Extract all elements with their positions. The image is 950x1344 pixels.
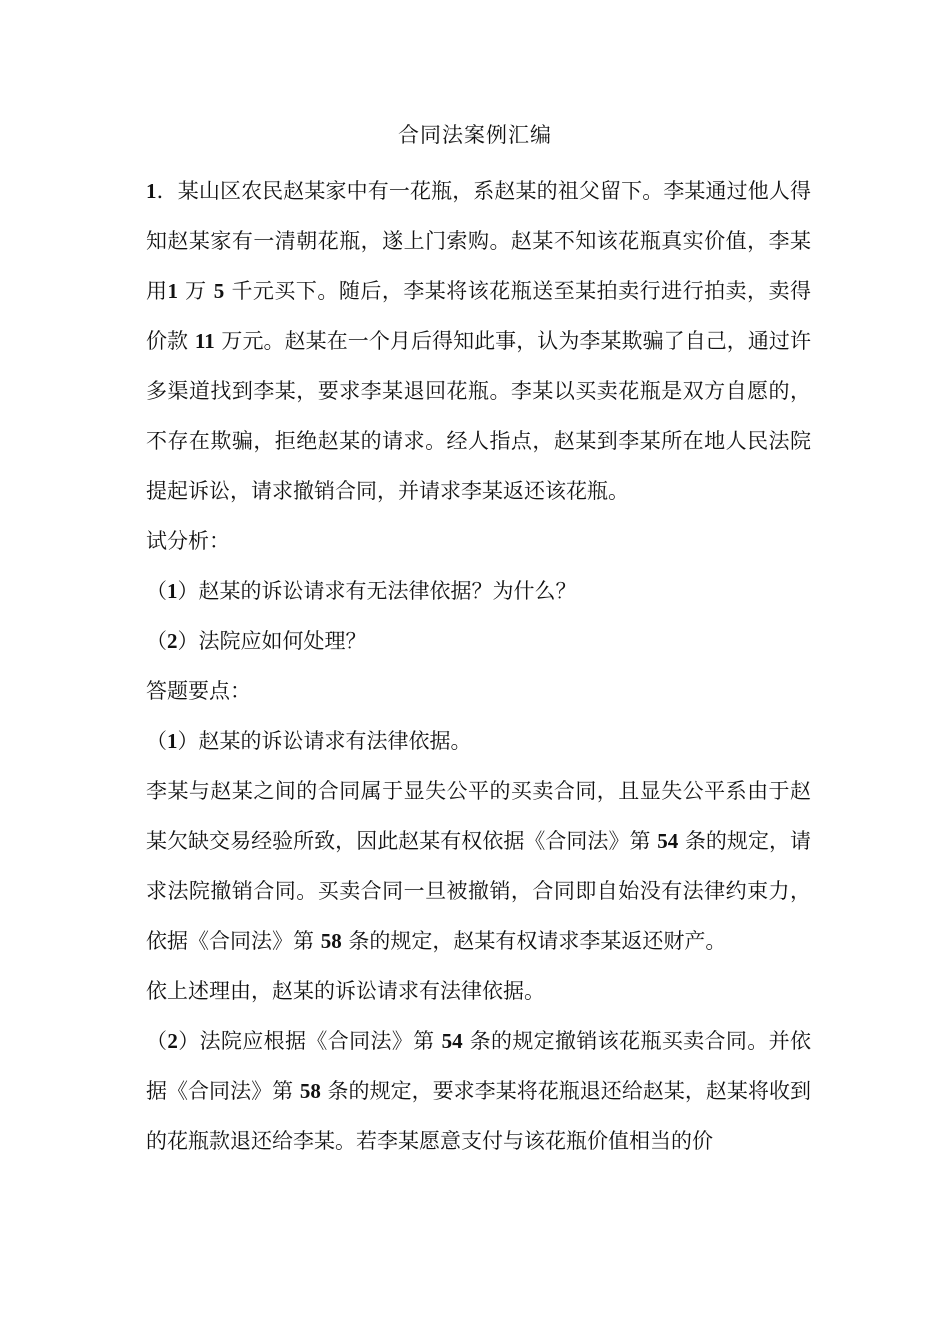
answer-2-article-54: 54 xyxy=(441,1029,463,1053)
article-58-ref: 58 xyxy=(320,929,342,953)
answer-1-number: 1 xyxy=(167,729,178,753)
case-text-part2: 万 xyxy=(177,279,214,303)
question-2-number: 2 xyxy=(167,629,178,653)
question-1-number: 1 xyxy=(167,579,178,603)
answer-2-part1: ）法院应根据《合同法》第 xyxy=(177,1029,442,1053)
question-2 xyxy=(146,616,811,666)
document-title: 合同法案例汇编 xyxy=(398,123,552,147)
answer-2-paragraph xyxy=(146,1016,811,1166)
answer-1-heading xyxy=(146,716,811,766)
answer-2-part2: 条的规定撤销该花瓶买卖合同。并依据《合同法》第 xyxy=(146,1029,811,1103)
conclusion-paragraph: 依上述理由，赵某的诉讼请求有法律依据。 xyxy=(146,979,545,1003)
answer-1-text: ）赵某的诉讼请求有法律依据。 xyxy=(177,729,472,753)
analyze-label: 试分析： xyxy=(146,529,230,553)
answer-1-open: （ xyxy=(146,729,167,753)
case-text-part4: 万元。赵某在一个月后得知此事，认为李某欺骗了自己，通过许多渠道找到李某，要求李某退回花瓶。李某以买卖花瓶是双方自愿的，不存在欺骗，拒绝赵某的请求。经人指点，赵某到李某所在地人民法院提起诉讼，请求撤销合同，并请求李某返还该花瓶。 xyxy=(146,329,811,503)
question-2-open: （ xyxy=(146,629,167,653)
answer-label: 答题要点： xyxy=(146,679,251,703)
case-text-part1: ．某山区农民赵某家中有一花瓶，系赵某的祖父留下。李某通过他人得知赵某家有一清朝花瓶，遂上门索购。赵某不知该花瓶真实价值，李某用 xyxy=(146,179,811,303)
question-1-text: ）赵某的诉讼请求有无法律依据？为什么？ xyxy=(177,579,577,603)
auction-price: 11 xyxy=(194,329,215,353)
question-2-text: ）法院应如何处理？ xyxy=(177,629,367,653)
case-1-paragraph xyxy=(146,166,811,516)
amount-wan: 1 xyxy=(167,279,178,303)
document-body xyxy=(146,166,811,1166)
answer-2-open: （ xyxy=(146,1029,168,1053)
question-1-open: （ xyxy=(146,579,167,603)
answer-2-number: 2 xyxy=(167,1029,178,1053)
article-54-ref: 54 xyxy=(657,829,679,853)
case-number: 1 xyxy=(146,179,157,203)
answer-1-body-part1: 李某与赵某之间的合同属于显失公平的买卖合同，且显失公平系由于赵某欠缺交易经验所致，因此赵某有权依据《合同法》第 xyxy=(146,779,811,853)
amount-qian: 5 xyxy=(213,279,225,303)
answer-1-body-part3: 条的规定，赵某有权请求李某返还财产。 xyxy=(341,929,727,953)
answer-1-body xyxy=(146,766,811,966)
answer-1-body-part2: 条的规定，请求法院撤销合同。买卖合同一旦被撤销，合同即自始没有法律约束力，依据《合同法》第 xyxy=(146,829,811,953)
answer-2-article-58: 58 xyxy=(299,1079,321,1103)
answer-2-part3: 条的规定，要求李某将花瓶退还给赵某，赵某将收到的花瓶款退还给李某。若李某愿意支付与该花瓶价值相当的价 xyxy=(146,1079,811,1153)
case-text-part3: 千元买下。随后，李某将该花瓶送至某拍卖行进行拍卖，卖得价款 xyxy=(146,279,811,353)
question-1 xyxy=(146,566,811,616)
